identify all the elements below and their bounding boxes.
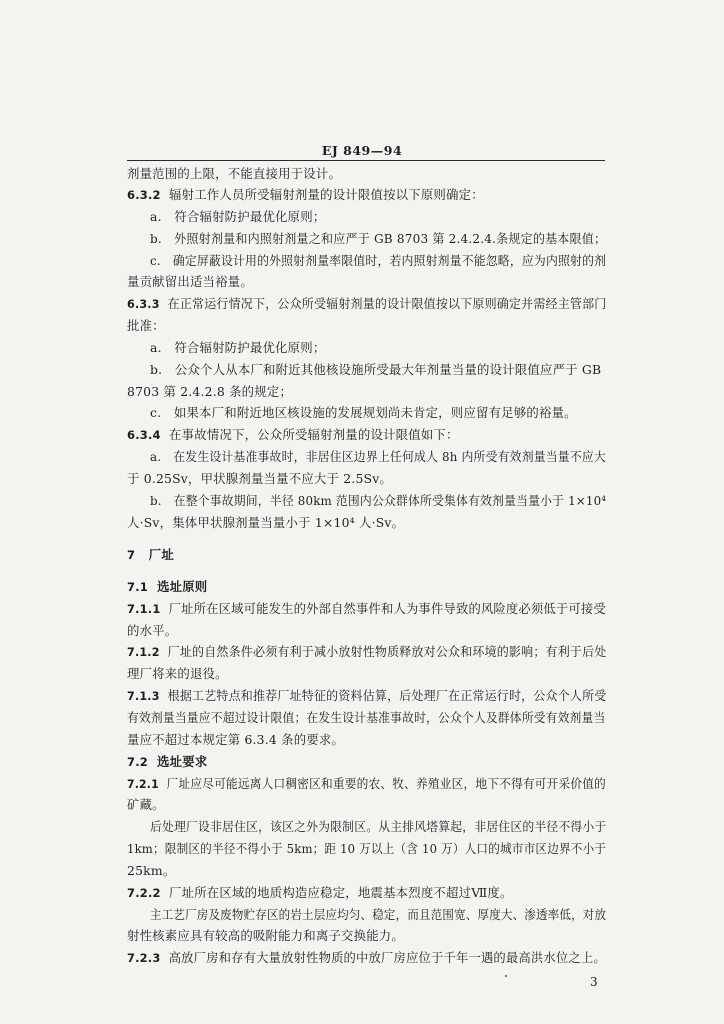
clause-7-1-3: 7.1.3 根据工艺特点和推荐厂址特征的资料估算，后处理厂在正常运行时，公众个人所受: [127, 688, 607, 703]
list-item-a: a. 符合辐射防护最优化原则；: [150, 340, 326, 355]
scan-speck: [505, 975, 507, 977]
clause-7-1-1: 7.1.1 厂址所在区域可能发生的外部自然事件和人为事件导致的风险度必须低于可接受: [127, 601, 606, 616]
text-line: 批准：: [127, 318, 165, 333]
text-line: 矿藏。: [127, 797, 165, 812]
clause-7-2-3: 7.2.3 高放厂房和存有大量放射性物质的中放厂房应位于千年一遇的最高洪水位之上。: [127, 950, 606, 965]
text-line: 量贡献留出适当裕量。: [127, 274, 253, 289]
list-item-a: a. 符合辐射防护最优化原则；: [150, 209, 326, 224]
page-header: EJ 849—94: [321, 143, 403, 158]
text-line: 有效剂量当量应不超过设计限值；在发生设计基准事故时，公众个人及群体所受有效剂量当: [127, 710, 606, 725]
page-number: 3: [590, 975, 598, 989]
text-line: 后处理厂设非居住区，该区之外为限制区。从主排风塔算起，非居住区的半径不得小于: [150, 819, 607, 834]
text-line: 主工艺厂房及废物贮存区的岩土层应均匀、稳定，而且范围宽、厚度大、渗透率低，对放: [150, 907, 607, 922]
clause-7-2-2: 7.2.2 厂址所在区域的地质构造应稳定，地震基本烈度不超过Ⅶ度。: [127, 885, 513, 900]
list-item-b: b. 公众个人从本厂和附近其他核设施所受最大年剂量当量的设计限值应严于 GB: [150, 362, 602, 377]
list-item-c: c. 如果本厂和附近地区核设施的发展规划尚未肯定，则应留有足够的裕量。: [150, 405, 577, 420]
list-item-b: b. 在整个事故期间，半径 80km 范围内公众群体所受集体有效剂量当量小于 1×10⁴: [150, 493, 607, 508]
list-item-b: b. 外照射剂量和内照射剂量之和应严于 GB 8703 第 2.4.2.4.条规定的基本限值；: [150, 231, 607, 246]
list-item-c: c. 确定屏蔽设计用的外照射剂量率限值时，若内照射剂量不能忽略，应为内照射的剂: [150, 253, 607, 268]
section-7-heading: 7 厂址: [127, 547, 174, 562]
text-line: 人·Sv，集体甲状腺剂量当量小于 1×10⁴ 人·Sv。: [127, 515, 405, 530]
text-line: 8703 第 2.4.2.8 条的规定；: [127, 384, 293, 399]
clause-7-1-2: 7.1.2 厂址的自然条件必须有利于减小放射性物质释放对公众和环境的影响；有利于后处: [127, 644, 607, 659]
clause-7-2-1: 7.2.1 厂址应尽可能远离人口稠密区和重要的农、牧、养殖业区，地下不得有可开采价值的: [127, 776, 606, 791]
text-line: 25km。: [127, 863, 176, 878]
text-line: 于 0.25Sv，甲状腺剂量当量不应大于 2.5Sv。: [127, 471, 393, 486]
text-line: 量应不超过本规定第 6.3.4 条的要求。: [127, 732, 345, 747]
text-line: 射性核素应具有较高的吸附能力和离子交换能力。: [127, 928, 404, 943]
clause-6-3-3: 6.3.3 在正常运行情况下，公众所受辐射剂量的设计限值按以下原则确定并需经主管部门: [127, 296, 607, 311]
clause-6-3-4: 6.3.4 在事故情况下，公众所受辐射剂量的设计限值如下：: [127, 427, 459, 442]
header-rule: [127, 160, 605, 161]
list-item-a: a. 在发生设计基准事故时，非居住区边界上任何成人 8h 内所受有效剂量当量不应大: [150, 449, 606, 464]
clause-6-3-2: 6.3.2 辐射工作人员所受辐射剂量的设计限值按以下原则确定：: [127, 187, 484, 202]
section-7-1-heading: 7.1 选址原则: [127, 579, 208, 594]
text-line: 剂量范围的上限，不能直接用于设计。: [127, 166, 342, 181]
text-line: 理厂将来的退役。: [127, 666, 228, 681]
text-line: 的水平。: [127, 623, 178, 638]
section-7-2-heading: 7.2 选址要求: [127, 754, 208, 769]
text-line: 1km；限制区的半径不得小于 5km；距 10 万以上（含 10 万）人口的城市市区边界不小于: [127, 841, 607, 856]
